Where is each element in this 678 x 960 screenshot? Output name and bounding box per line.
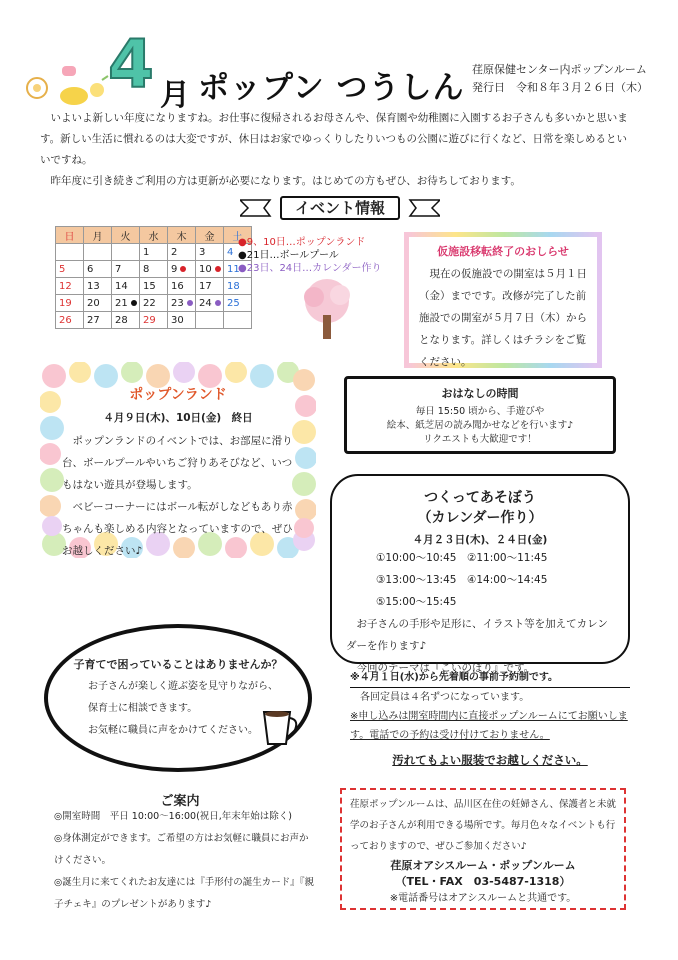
calendar-day: 7 [112,261,140,278]
calendar-day: 3 [196,244,224,261]
event-banner-title: イベント情報 [280,196,400,220]
calendar-day-event [168,261,196,278]
crafts-title [332,488,628,528]
story-time-line-2: 絵本、紙芝居の読み聞かせなどを行います♪ [386,420,574,431]
consultation-line-1: お子さんが楽しく遊ぶ姿を見守りながら、 [88,681,278,692]
crafts-desc-1: お子さんの手形や足形に、イラスト等を加えてカレンダーを作ります♪ [346,618,608,652]
calendar-day: 26 [56,312,84,329]
calendar-day: 6 [84,261,112,278]
legend-calendar-making: ●23日、24日…カレンダー作り [238,263,382,274]
calendar-day: 17 [196,278,224,295]
calendar-day: 12 [56,278,84,295]
coffee-cup-illustration [254,700,304,750]
poppun-land-frame [40,362,316,558]
reservation-notes [350,668,630,770]
organization-name: 荏原保健センター内ポップンルーム [472,63,647,76]
calendar-day-number: 24 [199,297,212,309]
calendar-day: 28 [112,312,140,329]
consultation-title: 子育てで困っていることはありませんか？ [73,658,283,671]
calendar-day: 25 [224,295,252,312]
month-label: 月 [160,78,190,113]
cherry-tree-icon [292,275,362,345]
calendar-day: 8 [140,261,168,278]
calendar-header-wed: 水 [140,227,168,244]
calendar-day-number: 9 [171,263,178,275]
event-dot-red [215,266,221,272]
calendar-header-mon: 月 [84,227,112,244]
calendar-header-thu: 木 [168,227,196,244]
calendar-week-2 [56,261,252,278]
calendar-day: 16 [168,278,196,295]
legend-poppun-land: ●9、10日…ポップンランド [238,237,366,248]
consultation-line-2: 保育士に相談できます。 [88,703,198,714]
guidance-body [54,806,316,916]
guidance-item-birthday: ◎誕生月に来てくれたお友達には『手形付の誕生カード』『親子チェキ』のプレゼントがあります♪ [54,877,315,910]
time-slot-2: ②11:00～11:45 [466,552,548,564]
notice-body: 現在の仮施設での開室は５月１日（金）までです。改修が完了した前施設での開室が５月７日（木）からとなります。詳しくはチラシをご覧ください。 [419,268,587,368]
crafts-event-box [330,474,630,674]
time-slot-1: ①10:00～10:45 [376,552,457,564]
calendar-day: 22 [140,295,168,312]
legend-ball-pool: ●21日…ボールプール [238,250,339,261]
crafts-slots [332,547,628,613]
baby-goods-icon [22,58,112,108]
calendar-week-5 [56,312,252,329]
calendar-week-4 [56,295,252,312]
event-dot-red [180,266,186,272]
calendar-day-event [112,295,140,312]
poppun-land-paragraph-2: ベビーコーナーにはボール転がしなどもあり赤ちゃんも楽しめる内容となっていますので、ぜひお越しください♪ [62,501,293,557]
calendar-day: 20 [84,295,112,312]
calendar-day: 30 [168,312,196,329]
calendar-header-fri: 金 [196,227,224,244]
calendar-day-event [196,295,224,312]
story-time-line-3: リクエストも大歓迎です！ [423,434,537,445]
crafts-date: ４月２３日(木)、２４日(金) [412,534,548,546]
calendar-legend [238,236,398,275]
guidance-item-measurement: ◎身体測定ができます。ご希望の方はお気軽に職員にお声かけください。 [54,833,309,866]
header-info [472,62,672,96]
poppun-land-body [62,430,294,562]
time-slot-5: ⑤15:00～15:45 [376,596,457,608]
relocation-notice [404,232,602,368]
contact-description: 荏原ポップンルームは、品川区在住の妊婦さん、保護者と未就学のお子さんが利用できる場所です。毎月色々なイベントも行っておりますので、ぜひご参加ください♪ [350,799,616,852]
issue-date: 発行日 令和８年３月２６日（木） [472,81,648,94]
event-dot-purple [215,300,221,306]
story-time-box [344,376,616,454]
calendar-header-tue: 火 [112,227,140,244]
calendar-day-event [168,295,196,312]
calendar-day [196,312,224,329]
event-calendar [55,226,252,329]
notice-title: 仮施設移転終了のおしらせ [437,245,569,258]
guidance-item-hours: ◎開室時間 平日 10:00～16:00(祝日,年末年始は除く) [54,811,292,822]
calendar-day-number: 23 [171,297,184,309]
crafts-slots-row-2 [376,569,628,591]
intro-paragraph-1: いよいよ新しい年度になりますね。お仕事に復帰されるお母さんや、保育園や幼稚園に入園するお子さんも多いかと思います。新しい生活に慣れるのは大変ですが、休日はお家でゆっくりしたりいつもの公園に遊びに行くなど、日常を楽しめるといいですね。 [40,112,628,166]
calendar-day: 27 [84,312,112,329]
tree-illustration [292,275,362,345]
month-number: 4 [108,26,154,103]
calendar-day [224,312,252,329]
reservation-line-4: 汚れてもよい服装でお越しください。 [392,753,588,767]
calendar-day-number: 21 [115,297,128,309]
calendar-day: 19 [56,295,84,312]
crafts-slots-row-3 [376,591,628,613]
calendar-day: 5 [56,261,84,278]
poppun-land-title: ポップンランド [129,387,227,403]
calendar-day: 2 [168,244,196,261]
calendar-day [112,244,140,261]
contact-phone: （TEL・FAX 03-5487-1318） [395,875,571,888]
calendar-day [84,244,112,261]
consultation-line-3: お気軽に職員に声をかけてください。 [88,725,258,736]
reservation-line-3: ※申し込みは開室時間内に直接ポップンルームにてお願いします。電話での予約は受け付けておりません。 [350,711,628,741]
time-slot-3: ③13:00～13:45 [376,574,457,586]
calendar-day: 4 [224,244,252,261]
story-time-body [347,405,613,447]
calendar-day: 13 [84,278,112,295]
story-time-line-1: 毎日 15:50 頃から、手遊びや [415,406,545,417]
event-dot-purple [187,300,193,306]
crafts-title-line-1: つくってあそぼう [424,490,536,506]
decoration-illustration [22,58,112,108]
contact-note: ※電話番号はオアシスルームと共通です。 [389,893,577,904]
calendar-day: 14 [112,278,140,295]
calendar-header-row [56,227,252,244]
contact-name: 荏原オアシスルーム・ポップンルーム [390,859,576,872]
intro-paragraph-2: 昨年度に引き続きご利用の方は更新が必要になります。はじめての方もぜひ、お待ちしております。 [50,175,521,187]
intro-text [40,108,632,192]
poppun-land-paragraph-1: ポップンランドのイベントでは、お部屋に滑り台、ボールプールやいちご狩りあそびなど、いつもはない遊具が登場します。 [62,435,293,491]
poppun-land-date: ４月９日(木)、10日(金) 終日 [103,412,253,424]
coffee-cup-icon [254,700,304,750]
calendar-day: 1 [140,244,168,261]
calendar-week-1 [56,244,252,261]
story-time-title: おはなしの時間 [441,387,519,400]
time-slot-4: ④14:00～14:45 [466,574,548,586]
calendar-week-3 [56,278,252,295]
crafts-slots-row-1 [376,547,628,569]
calendar-header-sat: 土 [224,227,252,244]
guidance-title: ご案内 [160,794,200,809]
newsletter-title: ポップン つうしん [198,70,465,106]
calendar-day [56,244,84,261]
calendar-day: 18 [224,278,252,295]
calendar-day-event [196,261,224,278]
reservation-line-2: 各回定員は４名ずつになっています。 [360,692,530,703]
calendar-day-number: 10 [199,263,212,275]
calendar-header-sun: 日 [56,227,84,244]
calendar-day: 29 [140,312,168,329]
event-banner-ribbon [240,196,440,220]
reservation-line-1: ※４月１日(水)から先着順の事前予約制です。 [350,668,630,688]
crafts-desc-2: 今回のテーマは『こいのぼり』です。 [356,662,535,674]
event-dot-black [131,300,137,306]
calendar-day: 15 [140,278,168,295]
calendar-day: 11 [224,261,252,278]
crafts-title-line-2: （カレンダー作り） [417,510,543,526]
contact-box [340,788,626,910]
